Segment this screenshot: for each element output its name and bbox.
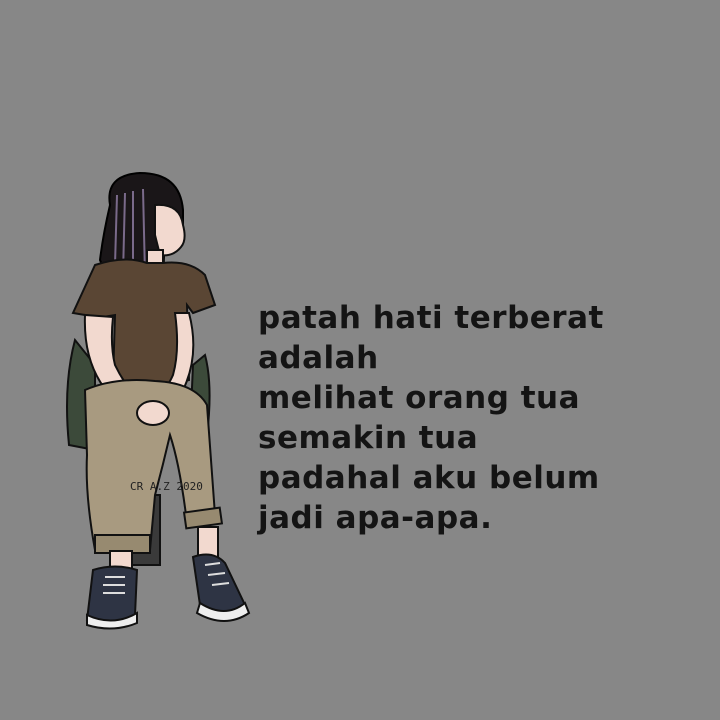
quote-line-1: patah hati terberat [258,300,604,336]
quote-line-6: jadi apa-apa. [258,500,493,536]
girl-illustration [55,165,265,645]
left-shoe [87,567,137,623]
quote-line-4: semakin tua [258,420,479,456]
quote-line-2: adalah [258,340,379,376]
quote-text [258,298,604,538]
artist-signature: CR A.Z 2020 [130,480,203,493]
quote-line-3: melihat orang tua [258,380,581,416]
quote-line-5: padahal aku belum [258,460,600,496]
hands [137,401,169,425]
